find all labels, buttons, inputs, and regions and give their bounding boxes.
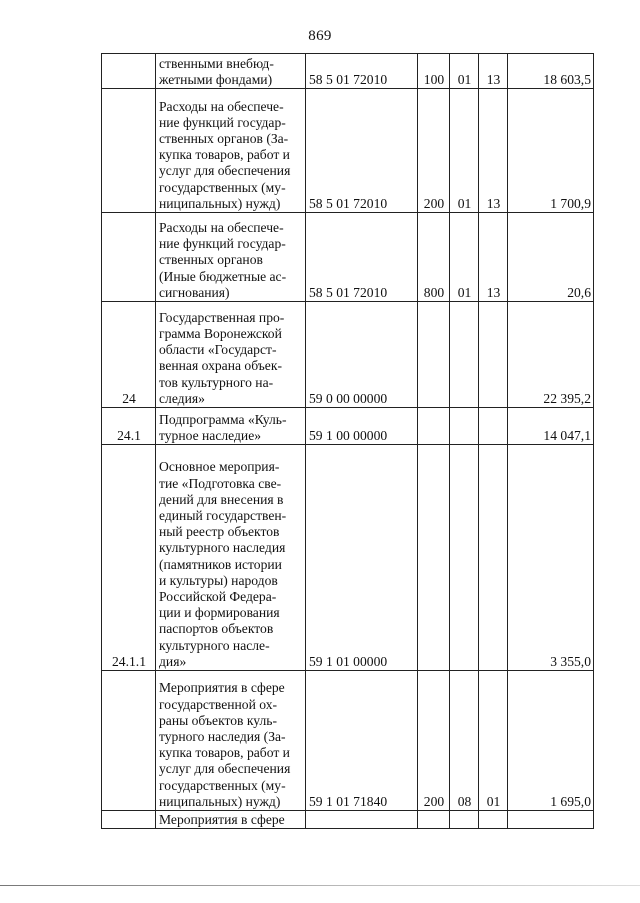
item-name: Расходы на обеспече- ние функций государ- ственных органов (За- купка товаров, работ и услуг для обеспечения государственных (му- ниципальных) нужд)	[156, 89, 306, 213]
subsection-code: 01	[479, 671, 508, 811]
subsection-code	[479, 302, 508, 408]
expense-type-code	[418, 811, 450, 829]
amount	[508, 811, 594, 829]
amount: 22 395,2	[508, 302, 594, 408]
row-number: 24.1	[102, 408, 156, 445]
subsection-code: 13	[479, 213, 508, 302]
expense-type-code	[418, 302, 450, 408]
table-row	[102, 54, 594, 89]
scan-bottom-edge	[0, 885, 640, 886]
target-article-code	[306, 811, 418, 829]
amount: 14 047,1	[508, 408, 594, 445]
row-number	[102, 671, 156, 811]
table-row	[102, 671, 594, 811]
section-code: 01	[450, 54, 479, 89]
target-article-code: 59 1 00 00000	[306, 408, 418, 445]
table-row	[102, 408, 594, 445]
item-name: Подпрограмма «Куль- турное наследие»	[156, 408, 306, 445]
row-number: 24.1.1	[102, 445, 156, 671]
amount: 3 355,0	[508, 445, 594, 671]
item-name: ственными внебюд- жетными фондами)	[156, 54, 306, 89]
amount: 1 695,0	[508, 671, 594, 811]
section-code: 01	[450, 213, 479, 302]
target-article-code: 58 5 01 72010	[306, 213, 418, 302]
expense-type-code: 200	[418, 89, 450, 213]
section-code	[450, 408, 479, 445]
row-number	[102, 89, 156, 213]
target-article-code: 59 1 01 00000	[306, 445, 418, 671]
subsection-code	[479, 811, 508, 829]
subsection-code	[479, 408, 508, 445]
row-number	[102, 213, 156, 302]
subsection-code: 13	[479, 89, 508, 213]
section-code: 01	[450, 89, 479, 213]
item-name: Основное мероприя- тие «Подготовка све- дений для внесения в единый государствен- ный реестр объектов культурного наследия (памятников истории и культуры) народов Российской Федера- ции и формирования паспортов объектов культурного насле- дия»	[156, 445, 306, 671]
expense-type-code	[418, 408, 450, 445]
expense-type-code: 200	[418, 671, 450, 811]
subsection-code	[479, 445, 508, 671]
target-article-code: 58 5 01 72010	[306, 54, 418, 89]
expense-type-code	[418, 445, 450, 671]
table-row	[102, 302, 594, 408]
amount: 20,6	[508, 213, 594, 302]
item-name: Мероприятия в сфере	[156, 811, 306, 829]
section-code	[450, 811, 479, 829]
section-code	[450, 302, 479, 408]
row-number	[102, 54, 156, 89]
page-number: 869	[308, 28, 332, 44]
table-row	[102, 213, 594, 302]
expense-type-code: 100	[418, 54, 450, 89]
item-name: Мероприятия в сфере государственной ох- раны объектов куль- турного наследия (За- купка товаров, работ и услуг для обеспечения государственных (му- ниципальных) нужд)	[156, 671, 306, 811]
amount: 1 700,9	[508, 89, 594, 213]
table-row	[102, 89, 594, 213]
target-article-code: 59 1 01 71840	[306, 671, 418, 811]
section-code: 08	[450, 671, 479, 811]
item-name: Государственная про- грамма Воронежской области «Государст- венная охрана объек- тов культурного на- следия»	[156, 302, 306, 408]
item-name: Расходы на обеспече- ние функций государ- ственных органов (Иные бюджетные ас- сигнования)	[156, 213, 306, 302]
table-row	[102, 811, 594, 829]
subsection-code: 13	[479, 54, 508, 89]
amount: 18 603,5	[508, 54, 594, 89]
target-article-code: 58 5 01 72010	[306, 89, 418, 213]
section-code	[450, 445, 479, 671]
table-row	[102, 445, 594, 671]
row-number	[102, 811, 156, 829]
row-number: 24	[102, 302, 156, 408]
expense-type-code: 800	[418, 213, 450, 302]
budget-table	[101, 53, 594, 829]
target-article-code: 59 0 00 00000	[306, 302, 418, 408]
